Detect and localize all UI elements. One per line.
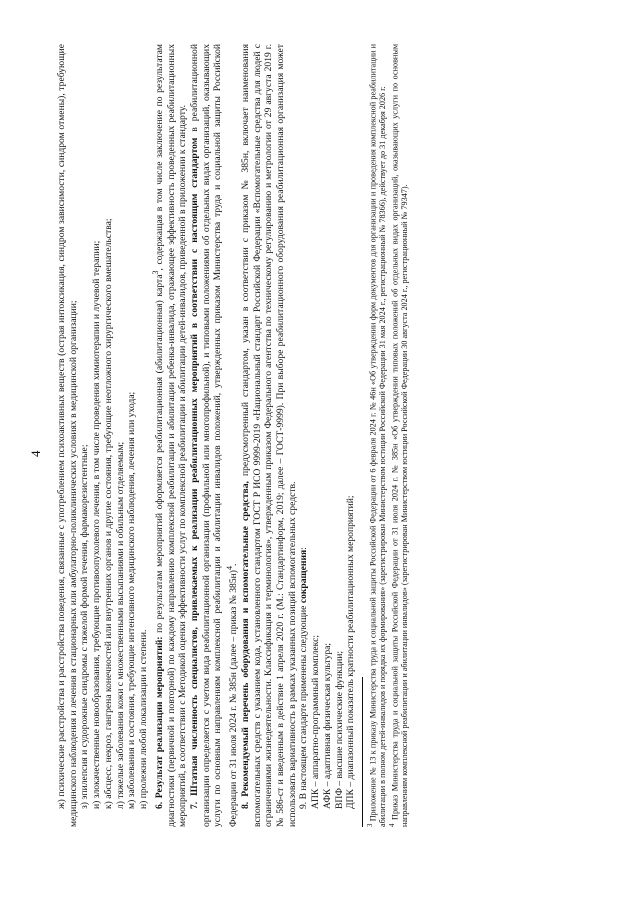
section-6-paragraph [150,44,189,827]
section-7-text: в реабилитационной организации определяется с учетом вида реабилитационной организации (профильной или многопрофильной), и типовыми положениями об отдельных видах организаций, оказывающих услуги по основным направлениям комплексной реабилитации и абилитации инвалидов положений, утвержденных приказом Министерства труда и социальной защиты Российской Федерации от 31 июля 2024 г. № 385н (далее – приказ № 385н) [188,44,240,827]
section-6-text: по результатам мероприятий оформляется реабилитационная (абилитационная) карта [153,274,165,637]
section-8-text: предусмотренный стандартом, указан в соответствии с приказом № 385н, включает наименования вспомогательных средств с указанием кода, установленного стандартом ГОСТ Р ИСО 9999-2019 «Национальный стандарт Российской Федерации «Вспомогательные средства для людей с ограничениями жизнедеятельности. Классификация и терминология», утвержденным приказом Федерального агентства по техническому регулированию и метрологии от 29 августа 2019 г. № 586-ст и введенным в действие 1 апреля 2020 г. (М.: Стандартинформ, 2019; далее – ГОСТ-9999). При выборе реабилитационного оборудования реабилитационная организация может использовать вариативность в рамках указанных позиций вспомогательных средств. [239,44,298,827]
list-item-z: з) эпилепсия и судорожные синдромы с тяжелой формой течения, фармакорезистентные; [79,444,91,809]
section-9-heading [298,44,310,827]
list-item-l: л) тяжелые заболевания кожи с множественными высыпаниями и обильным отделяемым; [114,441,126,809]
section-9-bold: сокращения [298,549,310,604]
list-item-i: и) злокачественные новообразования, требующие противоопухолевого лечения, в том числе проведения химиотерапии и лучевой терапии; [91,240,103,809]
section-8-heading: 8. Рекомендуемый перечень оборудования и вспомогательные средства, [239,481,251,809]
abbreviation-item: ДПК – диапазонный показатель кратности реабилитационных мероприятий; [345,495,357,809]
abbreviation-item: АФК – адаптивная физическая культура; [321,642,333,809]
footnote-3 [366,44,388,827]
section-8-paragraph [240,44,299,827]
section-9-suffix: : [298,547,310,550]
section-6-heading: 6. Результат реализации мероприятий: [153,636,165,809]
section-9-prefix: 9. В настоящем стандарте применены следующие [298,603,310,809]
section-6-text-2: , содержащая в том числе заключение по результатам диагностики (первичной и повторной) по каждому направлению комплексной реабилитации и абилитации ребенка-инвалида, отражающее эффективность проведенных реабилитационных мероприятий, в соответствии с Методикой оценки эффективности услуг по комплексной реабилитации и абилитации детей-инвалидов, приведенной в приложении к стандарту. [153,43,189,827]
section-7-end: . [228,563,240,567]
footnote-ref-4: 4 [225,566,235,571]
footnote-3-text: Приложение № 13 к приказу Министерства труда и социальной защиты Российской Федерации от 6 февраля 2024 г. № 46н «Об утверждении форм документов для организации и проведения комплексной реабилитации и абилитации в полном детей-инвалидов и порядка их формирования» (зарегистрирован Министерством юстиции Российской Федерации 31 мая 2024 г., регистрационный № 78366), действует до 31 декабря 2026 г. [368,44,388,827]
list-item-k: к) абсцесс, некроз, гангрена конечностей или внутренних органов и другие состояния, требующие неотложного хирургического вмешательства; [102,218,114,809]
document-body [56,44,410,827]
footnote-mark-4: 4 [388,823,396,827]
footnote-mark-3: 3 [366,823,374,827]
abbreviation-item: ВПФ – высшие психические функции; [333,650,345,809]
footnote-4 [388,44,410,827]
page-number: 4 [28,450,43,457]
footnote-ref-3: 3 [150,270,160,275]
section-7-paragraph [189,44,240,827]
footnote-divider [362,677,363,827]
section-7-heading: 7. Штатная численность специалистов, привлекаемых к реализации реабилитационных мероприятий в соответствии с настоящим стандартом [188,137,200,809]
footnote-4-text: Приказ Министерства труда и социальной защиты Российской Федерации от 31 июля 2024 г. № 385н «Об утверждении типовых положений об отдельных видах организаций, оказывающих услуги по основным направлениям комплексной реабилитации и абилитации инвалидов» (зарегистрирован Министерством юстиции Российской Федерации 30 августа 2024 г., регистрационный № 79347). [390,44,410,827]
list-item-zh: ж) психические расстройства и расстройства поведения, связанные с употреблением психоактивных веществ (острая интоксикация, синдром зависимости, синдром отмены), требующие медицинского наблюдения и лечения в стационарных или амбулаторно-поликлинических условиях в медицинской организации; [56,44,79,827]
abbreviation-item: АПК – аппаратно-программный комплекс; [310,635,322,809]
list-item-m: м) заболевания и состояния, требующие интенсивного медицинского наблюдения, лечения или ухода; [126,391,138,809]
list-item-n: н) пролежни любой локализации и степени. [137,629,149,809]
